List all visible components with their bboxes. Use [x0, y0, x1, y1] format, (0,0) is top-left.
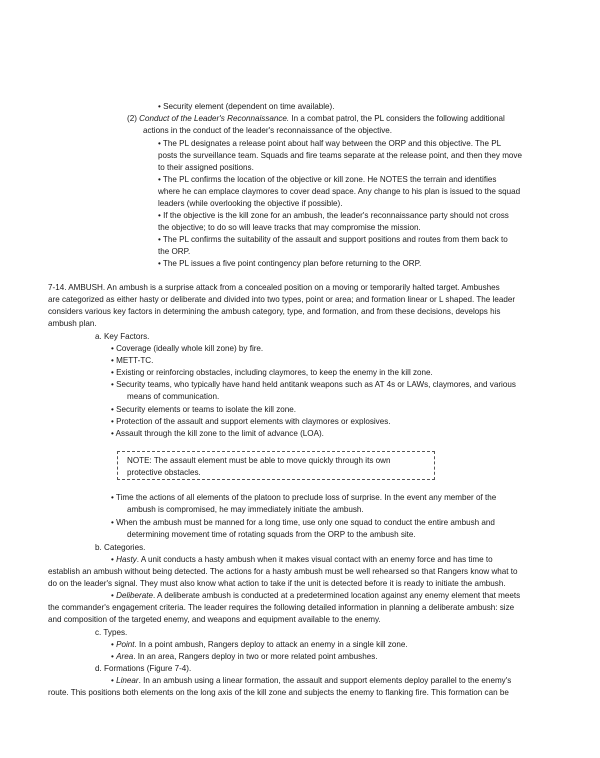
- key-factor-assault: • Assault through the kill zone to the limit of advance (LOA).: [111, 429, 324, 438]
- contingency-plan-bullet: • The PL issues a five point contingency plan before returning to the ORP.: [158, 259, 422, 268]
- point-label: Point: [116, 640, 135, 649]
- conduct-heading-title: Conduct of the Leader's Reconnaissance.: [139, 114, 290, 123]
- bullet-glyph: •: [111, 676, 117, 685]
- key-factor-security-teams-line1: • Security teams, who typically have hand held antitank weapons such as AT 4s or LAWs, claymores, and various: [111, 380, 516, 389]
- release-point-bullet-line1: • The PL designates a release point about half way between the ORP and this objective. The PL: [158, 139, 502, 148]
- release-point-bullet-line2: posts the surveillance team. Squads and fire teams separate at the release point, and then they move: [158, 151, 522, 160]
- kill-zone-bullet-line1: • The PL confirms the location of the objective or kill zone. He NOTES the terrain and identifies: [158, 175, 497, 184]
- kill-zone-bullet-line2: where he can emplace claymores to cover dead space. Any change to his plan is issued to the squad: [158, 187, 521, 196]
- area-text: . In an area, Rangers deploy in two or more related point ambushes.: [133, 652, 378, 661]
- bullet-glyph: •: [111, 652, 117, 661]
- note-box: [117, 451, 435, 480]
- linear-label: Linear: [116, 676, 139, 685]
- area-ambush-line: [111, 651, 378, 663]
- point-ambush-line: [111, 639, 408, 651]
- formations-heading: d. Formations (Figure 7-4).: [95, 664, 192, 673]
- bullet-glyph: •: [111, 555, 117, 564]
- ambush-para-line3: considers various key factors in determining the ambush category, type, and formation, and from these decisions, develops his: [48, 307, 501, 316]
- categories-heading: b. Categories.: [95, 543, 146, 552]
- point-text: . In a point ambush, Rangers deploy to attack an enemy in a single kill zone.: [134, 640, 408, 649]
- release-point-bullet-line3: to their assigned positions.: [158, 163, 254, 172]
- conduct-heading-continued: actions in the conduct of the leader's reconnaissance of the objective.: [143, 126, 393, 135]
- types-heading: c. Types.: [95, 628, 128, 637]
- hasty-text: . A unit conducts a hasty ambush when it makes visual contact with an enemy force and has time to: [136, 555, 493, 564]
- key-factor-protection: • Protection of the assault and support elements with claymores or explosives.: [111, 417, 391, 426]
- hasty-line1: [111, 554, 493, 566]
- conduct-heading-text: In a combat patrol, the PL considers the following additional: [291, 114, 505, 123]
- linear-line2: route. This positions both elements on the long axis of the kill zone and subjects the enemy to flanking fire. This formation can be: [48, 688, 509, 697]
- conduct-heading-number: (2): [127, 114, 137, 123]
- ambush-para-line2: are categorized as either hasty or deliberate and divided into two types, point or area; and formation linear or L shaped. The leader: [48, 295, 516, 304]
- linear-text: . In an ambush using a linear formation, the assault and support elements deploy parallel to the enemy's: [138, 676, 512, 685]
- deliberate-line3: and composition of the targeted enemy, and weapons and equipment available to the enemy.: [48, 615, 381, 624]
- conduct-heading: [127, 113, 505, 125]
- key-factor-obstacles: • Existing or reinforcing obstacles, including claymores, to keep the enemy in the kill zone.: [111, 368, 433, 377]
- key-factor-mett-tc: • METT-TC.: [111, 356, 154, 365]
- key-factor-security-teams-line2: means of communication.: [127, 392, 220, 401]
- bullet-glyph: •: [111, 591, 117, 600]
- cross-objective-bullet-line2: the objective; to do so will leave tracks that may compromise the mission.: [158, 223, 421, 232]
- area-label: Area: [116, 652, 134, 661]
- suitability-bullet-line1: • The PL confirms the suitability of the assault and support positions and routes from them back to: [158, 235, 508, 244]
- ambush-para-line4: ambush plan.: [48, 319, 97, 328]
- suitability-bullet-line2: the ORP.: [158, 247, 191, 256]
- deliberate-line1: [111, 590, 520, 602]
- hasty-line2: establish an ambush without being detected. The actions for a hasty ambush must be well rehearsed so that Rangers know what to: [48, 567, 518, 576]
- key-factor-timing-line1: • Time the actions of all elements of the platoon to preclude loss of surprise. In the event any member of the: [111, 493, 497, 502]
- key-factor-security-elements: • Security elements or teams to isolate the kill zone.: [111, 405, 297, 414]
- key-factors-heading: a. Key Factors.: [95, 332, 150, 341]
- deliberate-line2: the commander's engagement criteria. The leader requires the following detailed information in planning a deliberate ambush: size: [48, 603, 515, 612]
- ambush-para-line1: 7-14. AMBUSH. An ambush is a surprise attack from a concealed position on a moving or temporarily halted target. Ambushes: [48, 283, 500, 292]
- bullet-glyph: •: [111, 640, 117, 649]
- linear-line1: [111, 675, 511, 687]
- note-line1: NOTE: The assault element must be able to move quickly through its own: [127, 456, 391, 465]
- key-factor-timing-line2: ambush is compromised, he may immediately initiate the ambush.: [127, 505, 364, 514]
- key-factor-coverage: • Coverage (ideally whole kill zone) by fire.: [111, 344, 264, 353]
- key-factor-manning-line2: determining movement time of rotating squads from the ORP to the ambush site.: [127, 530, 416, 539]
- deliberate-text: . A deliberate ambush is conducted at a predetermined location against any enemy element that meets: [153, 591, 521, 600]
- hasty-label: Hasty: [116, 555, 137, 564]
- key-factor-manning-line1: • When the ambush must be manned for a long time, use only one squad to conduct the entire ambush and: [111, 518, 495, 527]
- security-element-bullet: • Security element (dependent on time available).: [158, 102, 335, 111]
- deliberate-label: Deliberate: [116, 591, 153, 600]
- cross-objective-bullet-line1: • If the objective is the kill zone for an ambush, the leader's reconnaissance party should not cross: [158, 211, 509, 220]
- note-line2: protective obstacles.: [127, 468, 201, 477]
- hasty-line3: do on the leader's signal. They must also know what action to take if the unit is detected before it is ready to initiate the ambush.: [48, 579, 506, 588]
- kill-zone-bullet-line3: leaders (while overlooking the objective if possible).: [158, 199, 343, 208]
